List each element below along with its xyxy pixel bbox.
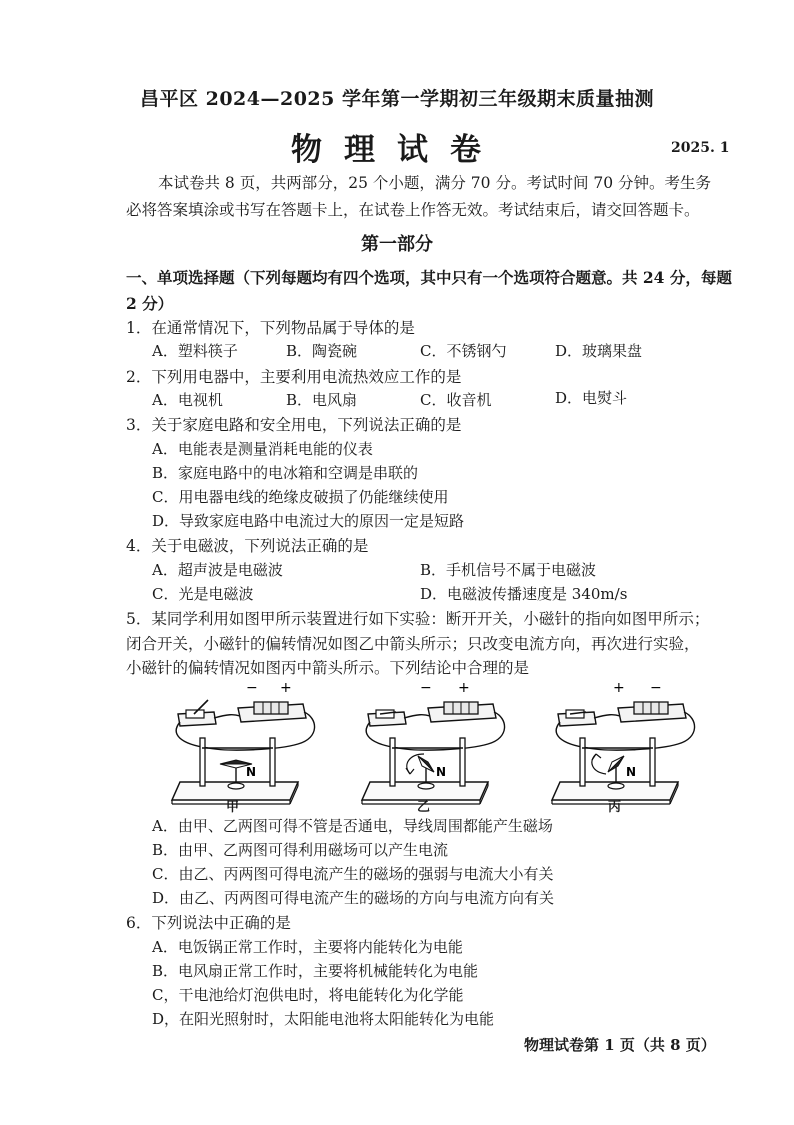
figure-yi-minus-label: − — [420, 680, 432, 696]
figure-bing-n-label: N — [626, 765, 637, 779]
figure-yi-plus-label: + — [458, 680, 470, 696]
question-5-option-c: C．由乙、丙两图可得电流产生的磁场的强弱与电流大小有关 — [152, 865, 554, 883]
page-footer: 物理试卷第 1 页（共 8 页） — [524, 1036, 716, 1054]
part-title: 第一部分 — [361, 234, 433, 255]
question-5-option-a: A．由甲、乙两图可得不管是否通电，导线周围都能产生磁场 — [152, 817, 553, 835]
exam-date: 2025. 1 — [671, 140, 730, 156]
figure-jia-caption: 甲 — [226, 800, 240, 815]
question-3-option-d: D．导致家庭电路中电流过大的原因一定是短路 — [152, 512, 465, 530]
figure-bing-caption: 丙 — [608, 800, 622, 815]
exam-instructions: 本试卷共 8 页，共两部分，25 个小题，满分 70 分。考试时间 70 分钟。考生务必将答案填涂或书写在答题卡上，在试卷上作答无效。考试结束后，请交回答题卡。 — [126, 174, 712, 219]
question-4-option-c: C．光是电磁波 — [152, 585, 254, 603]
figure-jia-plus-label: + — [280, 680, 292, 696]
question-3-option-b: B．家庭电路中的电冰箱和空调是串联的 — [152, 464, 419, 482]
question-1-option-b: B．陶瓷碗 — [286, 342, 358, 360]
question-6-option-a: A．电饭锅正常工作时，主要将内能转化为电能 — [152, 938, 463, 956]
question-1-option-c: C．不锈钢勺 — [420, 342, 507, 360]
question-6-option-d: D，在阳光照射时，太阳能电池将太阳能转化为电能 — [152, 1010, 495, 1028]
figure-yi — [362, 702, 505, 804]
question-6-option-c: C，干电池给灯泡供电时，将电能转化为化学能 — [152, 986, 464, 1004]
figure-yi-caption: 乙 — [417, 800, 431, 815]
figure-yi-n-label: N — [436, 765, 447, 779]
question-3-option-a: A．电能表是测量消耗电能的仪表 — [152, 440, 373, 458]
exam-header-title: 昌平区 2024—2025 学年第一学期初三年级期末质量抽测 — [140, 88, 654, 110]
question-3-stem: 3．关于家庭电路和安全用电，下列说法正确的是 — [126, 416, 462, 434]
figure-jia-n-label: N — [246, 765, 257, 779]
question-2-option-d: D．电熨斗 — [555, 389, 628, 407]
question-1-option-a: A．塑料筷子 — [152, 342, 238, 360]
question-2-option-b: B．电风扇 — [286, 391, 358, 409]
question-2-option-a: A．电视机 — [152, 391, 223, 409]
question-1-option-d: D．玻璃果盘 — [555, 342, 643, 360]
question-5-option-b: B．由甲、乙两图可得利用磁场可以产生电流 — [152, 841, 449, 859]
figure-bing-plus-label: + — [613, 680, 625, 696]
figure-bing — [552, 702, 695, 804]
figure-jia — [172, 700, 315, 804]
oersted-diagram-svg — [168, 678, 708, 818]
question-6-stem: 6．下列说法中正确的是 — [126, 914, 291, 932]
figure-bing-minus-label: − — [650, 680, 662, 696]
oersted-experiment-diagram — [168, 678, 708, 818]
exam-main-title: 物理试卷 — [291, 132, 503, 168]
question-1-stem: 1．在通常情况下，下列物品属于导体的是 — [126, 319, 415, 337]
question-4-option-b: B．手机信号不属于电磁波 — [420, 561, 597, 579]
question-5-option-d: D．由乙、丙两图可得电流产生的磁场的方向与电流方向有关 — [152, 889, 555, 907]
question-5-stem-line-1: 5．某同学利用如图甲所示装置进行如下实验：断开开关，小磁针的指向如图甲所示； — [126, 610, 710, 628]
question-4-option-a: A．超声波是电磁波 — [152, 561, 283, 579]
question-3-option-c: C．用电器电线的绝缘皮破损了仍能继续使用 — [152, 488, 449, 506]
question-4-option-d: D．电磁波传播速度是 340m/s — [420, 585, 628, 603]
question-5-stem-line-3: 小磁针的偏转情况如图丙中箭头所示。下列结论中合理的是 — [126, 659, 530, 677]
question-2-option-c: C．收音机 — [420, 391, 492, 409]
section-heading: 一、单项选择题（下列每题均有四个选项，其中只有一个选项符合题意。共 24 分，每题 2 分） — [126, 268, 732, 313]
question-6-option-b: B．电风扇正常工作时，主要将机械能转化为电能 — [152, 962, 479, 980]
question-5-stem-line-2: 闭合开关，小磁针的偏转情况如图乙中箭头所示；只改变电流方向，再次进行实验， — [126, 635, 700, 653]
figure-jia-minus-label: − — [246, 680, 258, 696]
question-4-stem: 4．关于电磁波，下列说法正确的是 — [126, 537, 369, 555]
question-2-stem: 2．下列用电器中，主要利用电流热效应工作的是 — [126, 368, 462, 386]
